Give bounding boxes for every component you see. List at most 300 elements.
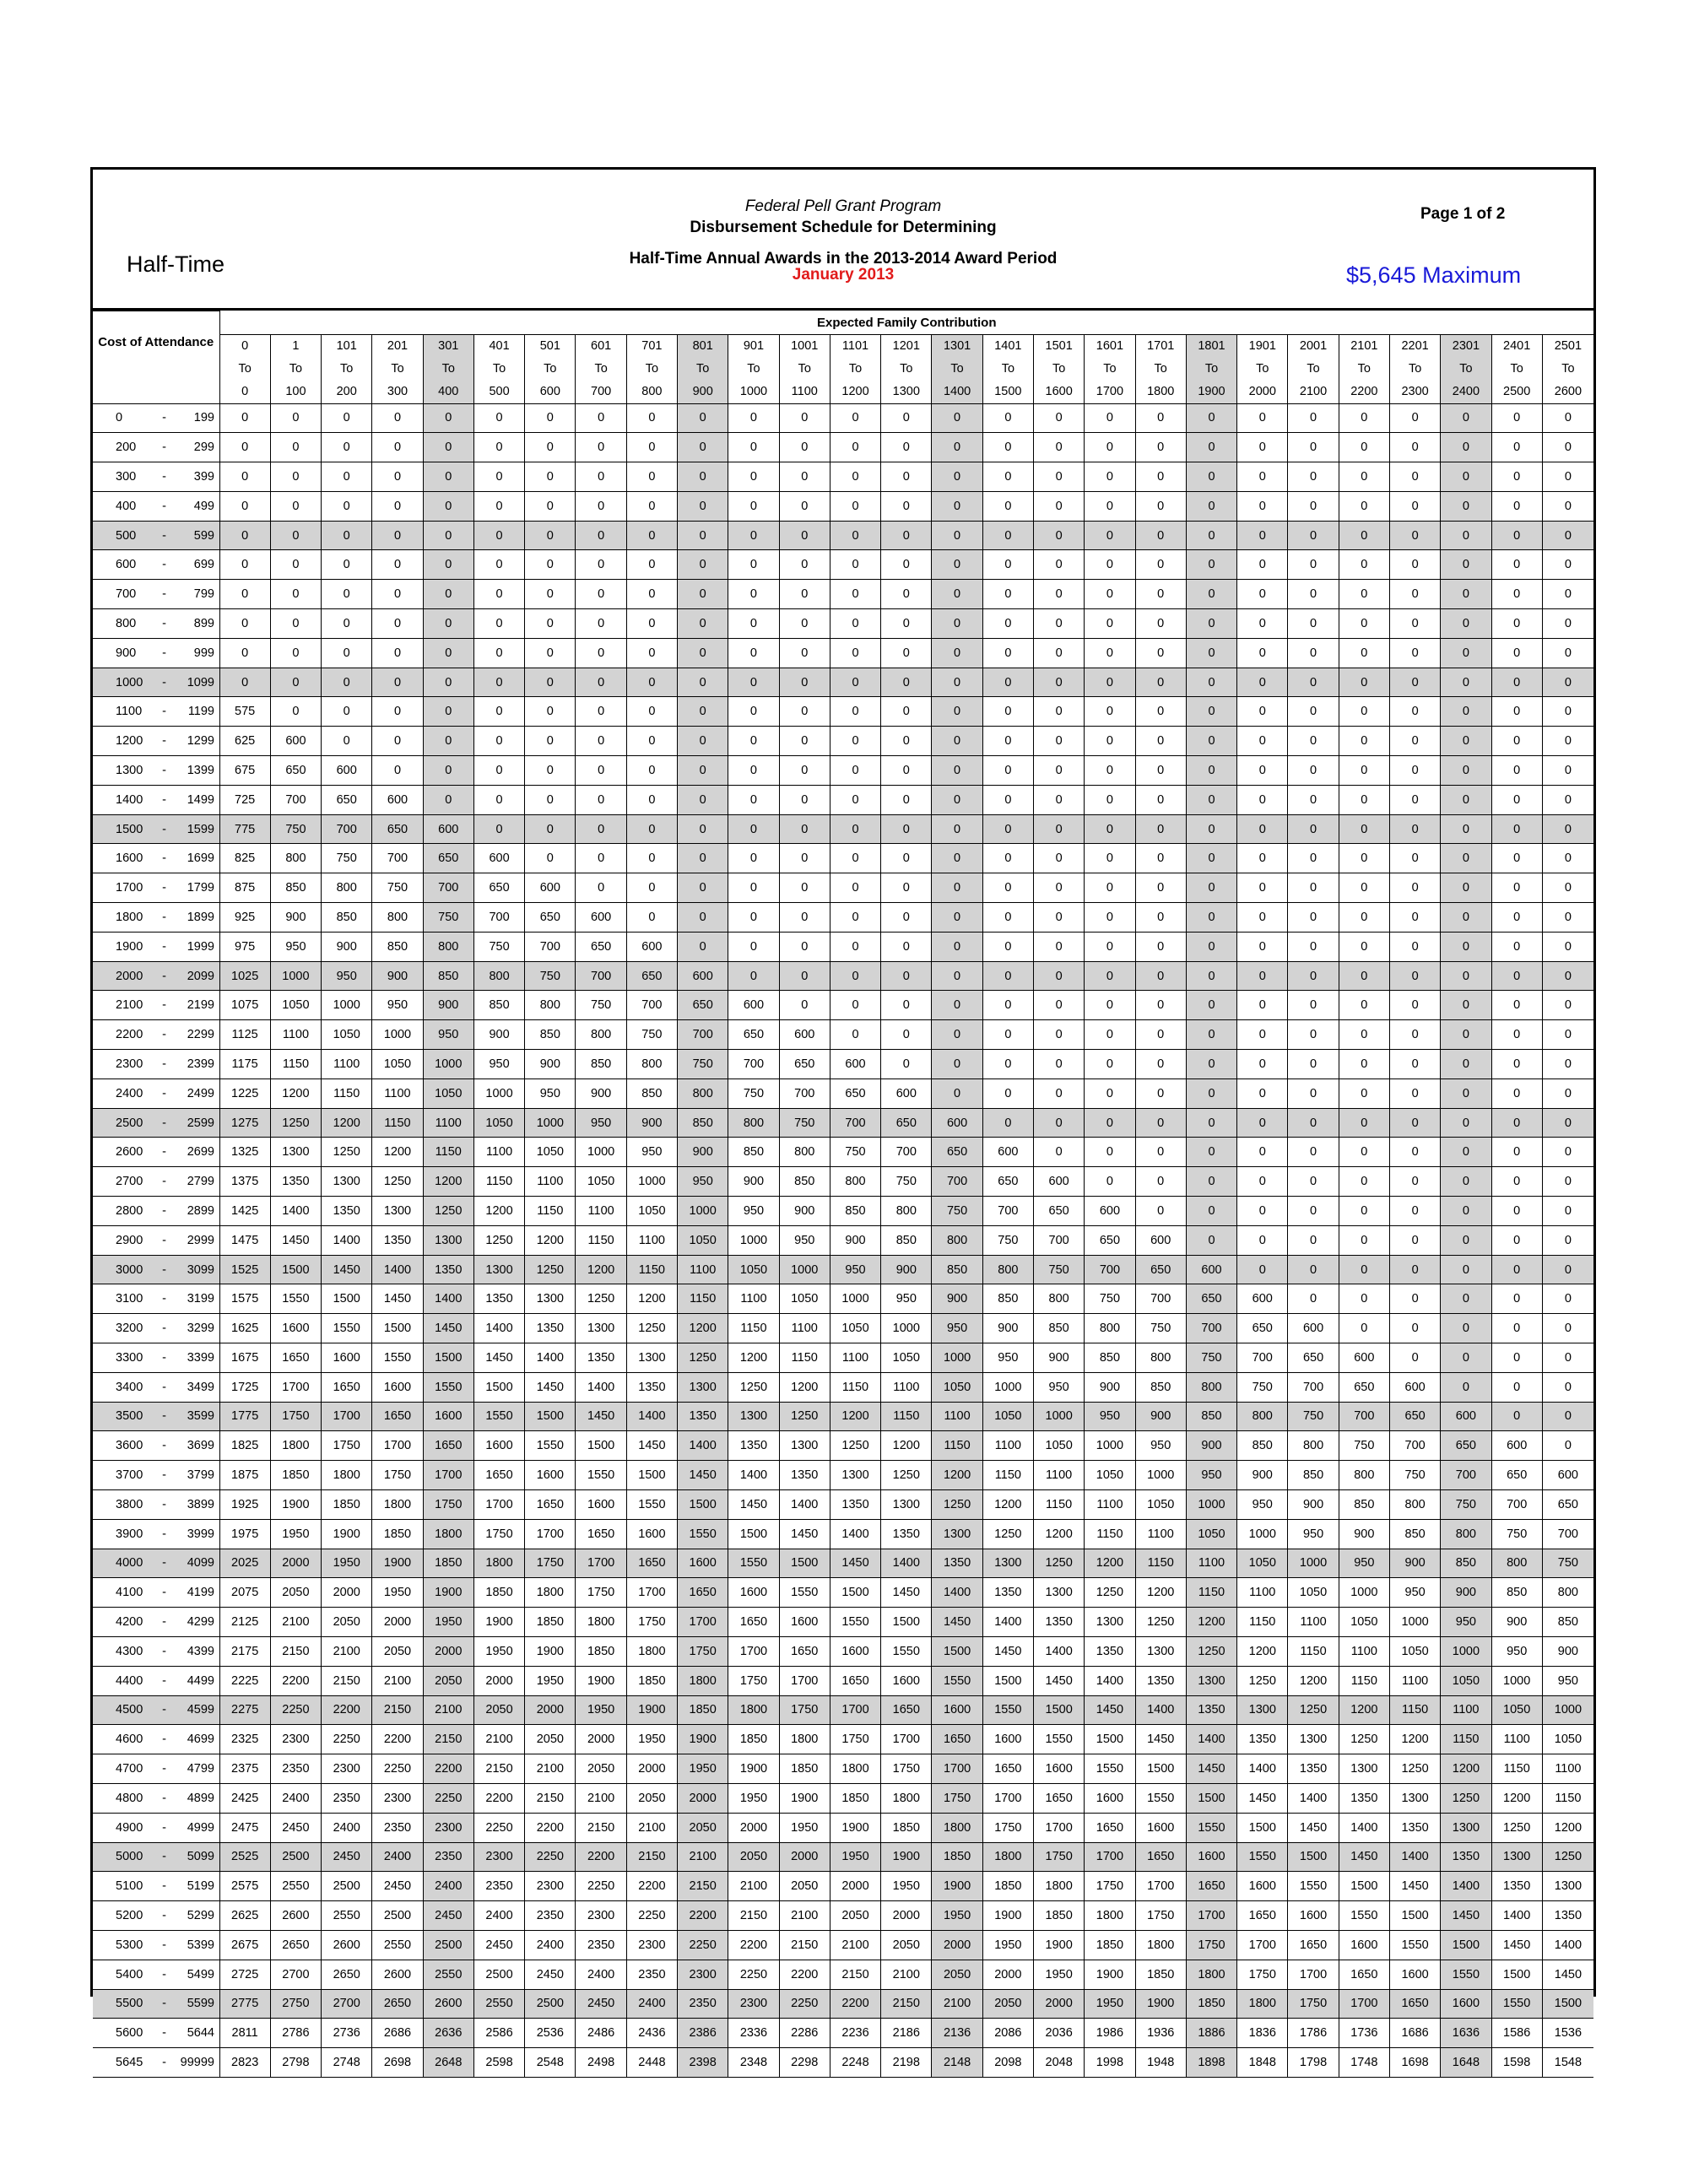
award-cell: 0 bbox=[1441, 609, 1491, 639]
award-cell: 0 bbox=[728, 932, 779, 961]
award-cell: 1750 bbox=[1288, 1989, 1339, 2019]
award-cell: 1350 bbox=[1237, 1725, 1288, 1754]
efc-range-high: 1000 bbox=[739, 384, 768, 398]
coa-low: 1800 bbox=[116, 910, 143, 924]
award-cell: 2150 bbox=[678, 1872, 728, 1901]
award-cell: 2050 bbox=[270, 1578, 321, 1608]
award-cell: 0 bbox=[1441, 1314, 1491, 1343]
table-row bbox=[93, 1813, 1593, 1842]
award-cell: 2000 bbox=[423, 1636, 473, 1666]
award-cell: 1500 bbox=[932, 1636, 982, 1666]
coa-dash: - bbox=[162, 1145, 166, 1160]
award-cell: 0 bbox=[779, 462, 830, 492]
award-cell: 0 bbox=[219, 491, 270, 521]
award-cell: 0 bbox=[678, 668, 728, 697]
award-cell: 0 bbox=[1441, 1020, 1491, 1050]
award-cell: 0 bbox=[1491, 903, 1542, 933]
award-cell: 900 bbox=[1542, 1636, 1593, 1666]
award-cell: 1350 bbox=[576, 1343, 626, 1373]
award-cell: 1600 bbox=[982, 1725, 1033, 1754]
efc-range-high: 2300 bbox=[1401, 384, 1429, 398]
award-cell: 1948 bbox=[1135, 2048, 1186, 2078]
award-cell: 0 bbox=[1389, 814, 1440, 844]
award-cell: 0 bbox=[982, 932, 1033, 961]
award-cell: 850 bbox=[270, 873, 321, 903]
award-cell: 2300 bbox=[423, 1813, 473, 1842]
award-cell: 0 bbox=[473, 756, 524, 786]
award-cell: 0 bbox=[1288, 785, 1339, 814]
award-cell: 0 bbox=[1186, 491, 1236, 521]
award-cell: 1550 bbox=[1389, 1930, 1440, 1960]
award-cell: 1050 bbox=[779, 1284, 830, 1314]
award-cell: 0 bbox=[728, 609, 779, 639]
award-cell: 900 bbox=[1237, 1461, 1288, 1490]
award-cell: 0 bbox=[1085, 1078, 1135, 1108]
award-cell: 750 bbox=[473, 932, 524, 961]
table-row bbox=[93, 727, 1593, 756]
award-cell: 700 bbox=[423, 873, 473, 903]
award-cell: 700 bbox=[626, 991, 677, 1020]
efc-range-low: 1 bbox=[292, 338, 300, 353]
award-cell: 0 bbox=[1288, 1284, 1339, 1314]
award-cell: 1000 bbox=[1491, 1666, 1542, 1695]
award-cell: 1650 bbox=[576, 1519, 626, 1549]
award-cell: 0 bbox=[1491, 1225, 1542, 1255]
award-cell: 0 bbox=[1237, 991, 1288, 1020]
award-cell: 0 bbox=[1389, 1284, 1440, 1314]
award-cell: 0 bbox=[1389, 1197, 1440, 1226]
award-cell: 600 bbox=[1288, 1314, 1339, 1343]
award-cell: 1700 bbox=[982, 1783, 1033, 1813]
award-cell: 2000 bbox=[322, 1578, 372, 1608]
award-cell: 1050 bbox=[932, 1372, 982, 1402]
award-cell: 2100 bbox=[881, 1960, 932, 1989]
award-cell: 0 bbox=[1135, 756, 1186, 786]
award-cell: 2050 bbox=[982, 1989, 1033, 2019]
award-cell: 2150 bbox=[423, 1725, 473, 1754]
award-cell: 950 bbox=[1085, 1402, 1135, 1431]
award-cell: 0 bbox=[473, 668, 524, 697]
award-cell: 650 bbox=[372, 814, 423, 844]
award-cell: 950 bbox=[423, 1020, 473, 1050]
award-cell: 1400 bbox=[830, 1519, 880, 1549]
coa-low: 4000 bbox=[116, 1556, 143, 1570]
award-cell: 0 bbox=[1542, 433, 1593, 462]
award-cell: 1200 bbox=[1085, 1549, 1135, 1578]
award-cell: 2050 bbox=[728, 1842, 779, 1872]
efc-range-low: 501 bbox=[539, 338, 560, 353]
coa-range-cell bbox=[93, 1489, 219, 1519]
coa-high: 2399 bbox=[187, 1057, 214, 1071]
coa-low: 1000 bbox=[116, 675, 143, 689]
award-cell: 0 bbox=[525, 521, 576, 550]
award-cell: 0 bbox=[728, 756, 779, 786]
coa-range-cell bbox=[93, 1783, 219, 1813]
award-cell: 0 bbox=[779, 903, 830, 933]
award-cell: 1986 bbox=[1085, 2019, 1135, 2048]
award-cell: 0 bbox=[1441, 756, 1491, 786]
award-cell: 1650 bbox=[322, 1372, 372, 1402]
award-cell: 0 bbox=[1491, 961, 1542, 991]
efc-range-to: To bbox=[645, 361, 659, 376]
award-cell: 0 bbox=[678, 727, 728, 756]
award-cell: 1550 bbox=[423, 1372, 473, 1402]
efc-range-high: 600 bbox=[539, 384, 560, 398]
award-cell: 0 bbox=[473, 609, 524, 639]
award-cell: 2250 bbox=[372, 1754, 423, 1784]
award-cell: 850 bbox=[322, 903, 372, 933]
award-cell: 2050 bbox=[576, 1754, 626, 1784]
award-cell: 1350 bbox=[779, 1461, 830, 1490]
award-cell: 1500 bbox=[372, 1314, 423, 1343]
award-cell: 0 bbox=[1135, 961, 1186, 991]
award-cell: 0 bbox=[881, 991, 932, 1020]
award-cell: 1650 bbox=[830, 1666, 880, 1695]
award-cell: 1550 bbox=[576, 1461, 626, 1490]
award-cell: 0 bbox=[728, 727, 779, 756]
award-cell: 0 bbox=[1186, 1197, 1236, 1226]
award-cell: 1200 bbox=[473, 1197, 524, 1226]
table-row bbox=[93, 1343, 1593, 1373]
award-cell: 1300 bbox=[1034, 1578, 1085, 1608]
coa-dash: - bbox=[162, 734, 166, 749]
coa-range-cell bbox=[93, 1314, 219, 1343]
award-cell: 2450 bbox=[372, 1872, 423, 1901]
award-cell: 750 bbox=[779, 1108, 830, 1138]
coa-range-cell bbox=[93, 727, 219, 756]
award-cell: 0 bbox=[1237, 903, 1288, 933]
award-cell: 1900 bbox=[932, 1872, 982, 1901]
award-cell: 0 bbox=[1085, 991, 1135, 1020]
coa-range-cell bbox=[93, 1960, 219, 1989]
table-row bbox=[93, 433, 1593, 462]
award-cell: 1250 bbox=[932, 1489, 982, 1519]
award-cell: 2650 bbox=[270, 1930, 321, 1960]
award-cell: 0 bbox=[626, 638, 677, 668]
coa-dash: - bbox=[162, 1262, 166, 1277]
award-cell: 1325 bbox=[219, 1138, 270, 1167]
coa-dash: - bbox=[162, 469, 166, 484]
award-cell: 1600 bbox=[372, 1372, 423, 1402]
award-cell: 2125 bbox=[219, 1608, 270, 1637]
award-cell: 2550 bbox=[270, 1872, 321, 1901]
efc-range-to: To bbox=[1154, 361, 1167, 376]
coa-high: 2099 bbox=[187, 969, 214, 983]
award-cell: 0 bbox=[1135, 638, 1186, 668]
award-cell: 1200 bbox=[779, 1372, 830, 1402]
coa-dash: - bbox=[162, 1615, 166, 1630]
award-cell: 0 bbox=[1389, 638, 1440, 668]
award-cell: 0 bbox=[322, 433, 372, 462]
award-cell: 0 bbox=[881, 462, 932, 492]
award-cell: 1350 bbox=[1441, 1842, 1491, 1872]
award-cell: 0 bbox=[1542, 785, 1593, 814]
coa-dash: - bbox=[162, 1203, 166, 1218]
award-cell: 2350 bbox=[372, 1813, 423, 1842]
efc-range-low: 1101 bbox=[841, 338, 869, 353]
coa-range-cell bbox=[93, 1461, 219, 1490]
award-cell: 0 bbox=[728, 668, 779, 697]
award-cell: 800 bbox=[1491, 1549, 1542, 1578]
coa-dash: - bbox=[162, 675, 166, 689]
coa-low: 2500 bbox=[116, 1116, 143, 1130]
award-cell: 1900 bbox=[1034, 1930, 1085, 1960]
table-row bbox=[93, 1225, 1593, 1255]
award-cell: 0 bbox=[1085, 491, 1135, 521]
coa-dash: - bbox=[162, 2026, 166, 2041]
award-cell: 1600 bbox=[473, 1431, 524, 1461]
award-cell: 1100 bbox=[1542, 1754, 1593, 1784]
award-cell: 0 bbox=[423, 491, 473, 521]
award-cell: 1300 bbox=[1491, 1842, 1542, 1872]
efc-column-header bbox=[881, 334, 932, 403]
award-cell: 1100 bbox=[1339, 1636, 1389, 1666]
award-cell: 0 bbox=[1237, 1108, 1288, 1138]
award-cell: 0 bbox=[1542, 727, 1593, 756]
award-cell: 0 bbox=[372, 697, 423, 727]
award-cell: 0 bbox=[728, 697, 779, 727]
award-cell: 0 bbox=[1288, 462, 1339, 492]
award-cell: 1850 bbox=[626, 1666, 677, 1695]
award-cell: 0 bbox=[322, 550, 372, 580]
award-cell: 1900 bbox=[830, 1813, 880, 1842]
award-cell: 2248 bbox=[830, 2048, 880, 2078]
award-cell: 0 bbox=[881, 550, 932, 580]
award-cell: 1500 bbox=[473, 1372, 524, 1402]
award-cell: 0 bbox=[982, 991, 1033, 1020]
award-cell: 2350 bbox=[525, 1901, 576, 1931]
coa-range-cell bbox=[93, 1284, 219, 1314]
award-cell: 1050 bbox=[728, 1255, 779, 1284]
award-cell: 0 bbox=[1186, 1138, 1236, 1167]
award-cell: 1500 bbox=[982, 1666, 1033, 1695]
coa-dash: - bbox=[162, 646, 166, 660]
award-cell: 1550 bbox=[626, 1489, 677, 1519]
award-cell: 1800 bbox=[322, 1461, 372, 1490]
award-cell: 0 bbox=[1186, 903, 1236, 933]
award-cell: 900 bbox=[423, 991, 473, 1020]
award-cell: 1000 bbox=[1288, 1549, 1339, 1578]
award-cell: 750 bbox=[1339, 1431, 1389, 1461]
award-cell: 1200 bbox=[322, 1108, 372, 1138]
award-cell: 0 bbox=[1135, 1078, 1186, 1108]
award-cell: 900 bbox=[779, 1197, 830, 1226]
award-cell: 2098 bbox=[982, 2048, 1033, 2078]
award-cell: 1600 bbox=[270, 1314, 321, 1343]
award-cell: 0 bbox=[1491, 403, 1542, 433]
award-cell: 0 bbox=[1339, 1284, 1389, 1314]
efc-column-header bbox=[982, 334, 1033, 403]
award-cell: 0 bbox=[1085, 697, 1135, 727]
award-cell: 0 bbox=[219, 403, 270, 433]
award-cell: 1500 bbox=[322, 1284, 372, 1314]
coa-range-cell bbox=[93, 580, 219, 609]
award-cell: 0 bbox=[1389, 844, 1440, 873]
award-cell: 1700 bbox=[423, 1461, 473, 1490]
award-cell: 1650 bbox=[525, 1489, 576, 1519]
coa-dash: - bbox=[162, 1703, 166, 1717]
award-cell: 1150 bbox=[1135, 1549, 1186, 1578]
award-cell: 0 bbox=[576, 785, 626, 814]
award-cell: 1600 bbox=[322, 1343, 372, 1373]
award-cell: 0 bbox=[576, 638, 626, 668]
award-cell: 1850 bbox=[830, 1783, 880, 1813]
award-cell: 0 bbox=[1085, 756, 1135, 786]
award-cell: 1100 bbox=[473, 1138, 524, 1167]
award-cell: 0 bbox=[678, 491, 728, 521]
award-cell: 0 bbox=[1135, 433, 1186, 462]
award-cell: 1900 bbox=[1135, 1989, 1186, 2019]
award-cell: 0 bbox=[932, 580, 982, 609]
coa-dash: - bbox=[162, 528, 166, 543]
table-row bbox=[93, 462, 1593, 492]
award-cell: 1400 bbox=[270, 1197, 321, 1226]
award-cell: 1950 bbox=[1034, 1960, 1085, 1989]
award-cell: 1550 bbox=[1339, 1901, 1389, 1931]
award-cell: 1300 bbox=[881, 1489, 932, 1519]
coa-high: 5499 bbox=[187, 1967, 214, 1981]
coa-high: 2799 bbox=[187, 1175, 214, 1189]
efc-range-high: 1100 bbox=[791, 384, 818, 398]
award-cell: 0 bbox=[728, 521, 779, 550]
award-cell: 675 bbox=[219, 756, 270, 786]
award-cell: 2736 bbox=[322, 2019, 372, 2048]
award-cell: 2300 bbox=[728, 1989, 779, 2019]
coa-range-cell bbox=[93, 991, 219, 1020]
award-cell: 850 bbox=[423, 961, 473, 991]
award-cell: 0 bbox=[1441, 1284, 1491, 1314]
award-cell: 0 bbox=[626, 609, 677, 639]
efc-column-header bbox=[219, 334, 270, 403]
award-cell: 1100 bbox=[1491, 1725, 1542, 1754]
award-cell: 0 bbox=[982, 785, 1033, 814]
coa-high: 1299 bbox=[187, 734, 214, 749]
award-cell: 0 bbox=[525, 491, 576, 521]
award-cell: 1350 bbox=[473, 1284, 524, 1314]
award-cell: 1250 bbox=[270, 1108, 321, 1138]
award-cell: 0 bbox=[1288, 903, 1339, 933]
award-cell: 1450 bbox=[830, 1549, 880, 1578]
coa-high: 1399 bbox=[187, 763, 214, 777]
award-cell: 650 bbox=[1542, 1489, 1593, 1519]
award-cell: 0 bbox=[932, 521, 982, 550]
award-cell: 1786 bbox=[1288, 2019, 1339, 2048]
coa-dash: - bbox=[162, 1028, 166, 1042]
award-cell: 0 bbox=[1491, 991, 1542, 1020]
award-cell: 0 bbox=[1441, 1167, 1491, 1197]
award-cell: 1500 bbox=[728, 1519, 779, 1549]
award-cell: 1800 bbox=[525, 1578, 576, 1608]
award-cell: 1000 bbox=[932, 1343, 982, 1373]
award-cell: 0 bbox=[525, 403, 576, 433]
award-cell: 0 bbox=[423, 638, 473, 668]
award-cell: 2300 bbox=[525, 1872, 576, 1901]
coa-low: 5200 bbox=[116, 1909, 143, 1923]
award-cell: 0 bbox=[830, 462, 880, 492]
efc-range-to: To bbox=[289, 361, 303, 376]
efc-column-header bbox=[1085, 334, 1135, 403]
award-cell: 950 bbox=[1542, 1666, 1593, 1695]
award-cell: 2550 bbox=[372, 1930, 423, 1960]
coa-range-cell bbox=[93, 1402, 219, 1431]
award-cell: 2300 bbox=[576, 1901, 626, 1931]
award-cell: 1350 bbox=[270, 1167, 321, 1197]
award-cell: 1000 bbox=[1186, 1489, 1236, 1519]
coa-range-cell bbox=[93, 1754, 219, 1784]
award-cell: 0 bbox=[626, 580, 677, 609]
award-cell: 0 bbox=[322, 727, 372, 756]
award-cell: 700 bbox=[270, 785, 321, 814]
award-cell: 1600 bbox=[1085, 1783, 1135, 1813]
award-cell: 0 bbox=[779, 814, 830, 844]
award-cell: 0 bbox=[1034, 1050, 1085, 1079]
award-cell: 700 bbox=[1237, 1343, 1288, 1373]
award-cell: 2250 bbox=[678, 1930, 728, 1960]
award-cell: 0 bbox=[1542, 1078, 1593, 1108]
award-cell: 700 bbox=[1389, 1431, 1440, 1461]
award-cell: 2300 bbox=[372, 1783, 423, 1813]
award-cell: 1500 bbox=[678, 1489, 728, 1519]
award-cell: 1100 bbox=[728, 1284, 779, 1314]
award-cell: 1500 bbox=[1339, 1872, 1389, 1901]
award-cell: 1200 bbox=[1491, 1783, 1542, 1813]
coa-high: 5399 bbox=[187, 1938, 214, 1952]
award-cell: 0 bbox=[1237, 1050, 1288, 1079]
award-cell: 0 bbox=[1186, 844, 1236, 873]
award-cell: 1850 bbox=[932, 1842, 982, 1872]
award-cell: 0 bbox=[1491, 1197, 1542, 1226]
award-cell: 0 bbox=[1389, 521, 1440, 550]
efc-column-header bbox=[1186, 334, 1236, 403]
award-cell: 575 bbox=[219, 697, 270, 727]
coa-high: 3199 bbox=[187, 1292, 214, 1306]
award-cell: 850 bbox=[1441, 1549, 1491, 1578]
award-cell: 1250 bbox=[1237, 1666, 1288, 1695]
award-cell: 850 bbox=[372, 932, 423, 961]
award-cell: 0 bbox=[728, 814, 779, 844]
award-cell: 850 bbox=[1389, 1519, 1440, 1549]
award-cell: 2050 bbox=[932, 1960, 982, 1989]
award-cell: 1836 bbox=[1237, 2019, 1288, 2048]
award-cell: 2286 bbox=[779, 2019, 830, 2048]
award-cell: 1725 bbox=[219, 1372, 270, 1402]
award-cell: 0 bbox=[1288, 550, 1339, 580]
award-cell: 0 bbox=[1339, 1197, 1389, 1226]
efc-range-low: 601 bbox=[591, 338, 612, 353]
award-cell: 0 bbox=[982, 697, 1033, 727]
award-cell: 2500 bbox=[423, 1930, 473, 1960]
efc-column-header bbox=[1441, 334, 1491, 403]
award-cell: 0 bbox=[1085, 1108, 1135, 1138]
award-cell: 800 bbox=[678, 1078, 728, 1108]
award-cell: 2000 bbox=[576, 1725, 626, 1754]
coa-low: 4400 bbox=[116, 1673, 143, 1688]
award-cell: 650 bbox=[1034, 1197, 1085, 1226]
award-cell: 0 bbox=[1237, 638, 1288, 668]
award-cell: 1475 bbox=[219, 1225, 270, 1255]
award-cell: 1900 bbox=[473, 1608, 524, 1637]
coa-dash: - bbox=[162, 1967, 166, 1981]
coa-high: 2299 bbox=[187, 1028, 214, 1042]
coa-range-cell bbox=[93, 1666, 219, 1695]
award-cell: 2200 bbox=[728, 1930, 779, 1960]
efc-column-header bbox=[1491, 334, 1542, 403]
award-cell: 1750 bbox=[322, 1431, 372, 1461]
table-row bbox=[93, 2019, 1593, 2048]
award-cell: 1250 bbox=[372, 1167, 423, 1197]
award-cell: 0 bbox=[1288, 521, 1339, 550]
award-cell: 0 bbox=[932, 550, 982, 580]
